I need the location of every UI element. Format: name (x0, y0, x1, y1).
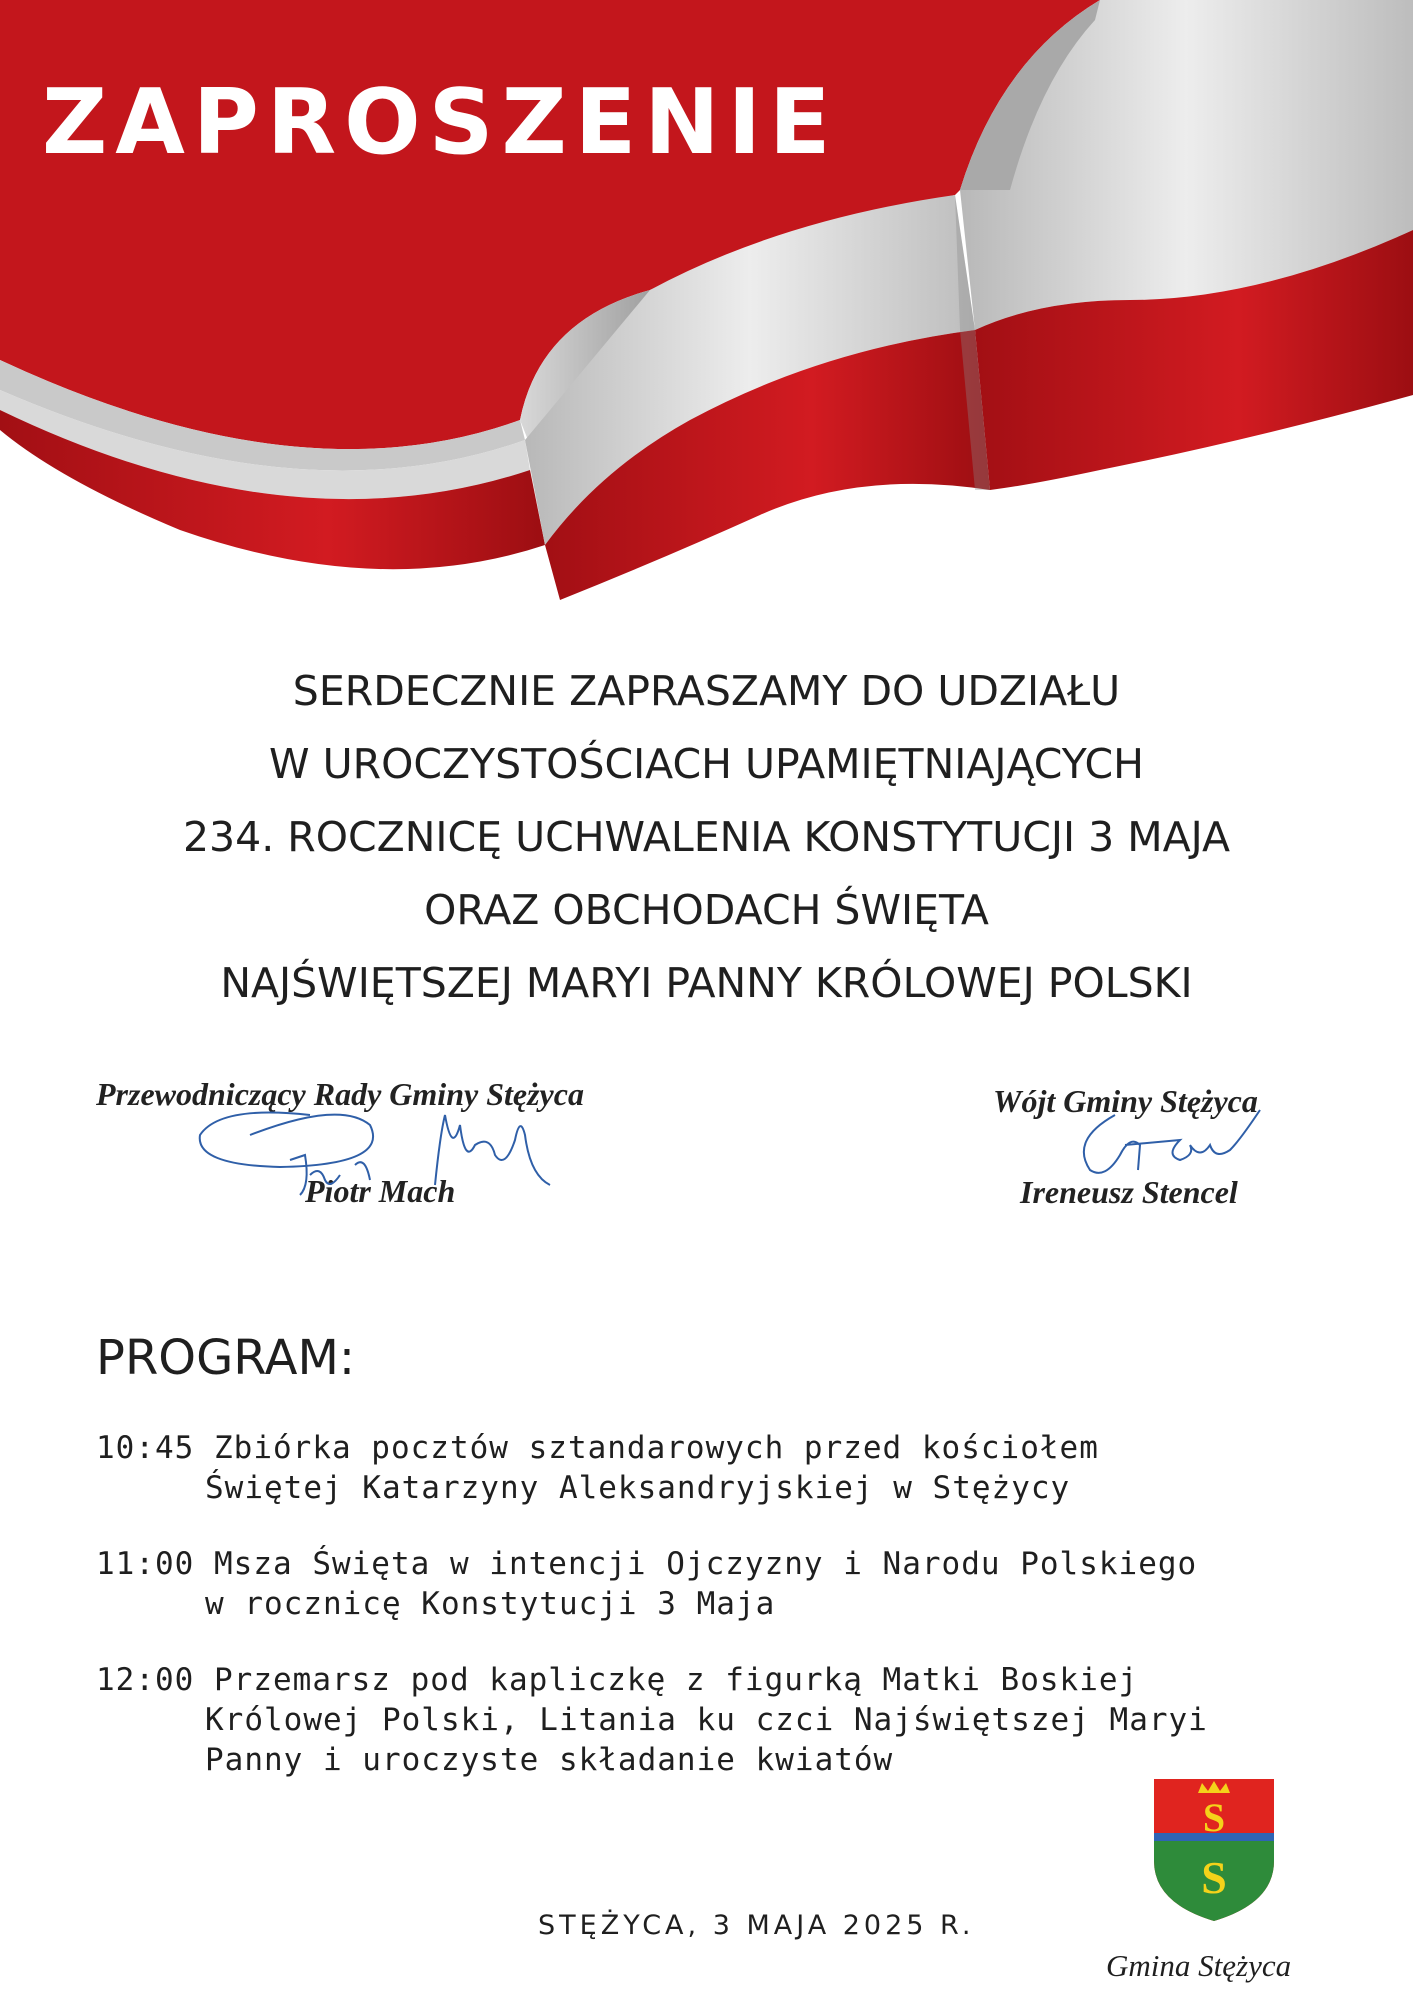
program-text: Przemarsz pod kapliczkę z figurką Matki Boskiej (214, 1662, 1139, 1698)
intro-line: ORAZ OBCHODACH ŚWIĘTA (424, 886, 989, 934)
program-text: Panny i uroczyste składanie kwiatów (205, 1742, 894, 1778)
place-date: STĘŻYCA, 3 MAJA 2025 R. (538, 1910, 975, 1941)
program-text: Msza Święta w intencji Ojczyzny i Narodu Polskiego (214, 1546, 1198, 1582)
program-heading: PROGRAM: (96, 1330, 356, 1386)
svg-text:S: S (1201, 1852, 1227, 1903)
program-text: w rocznicę Konstytucji 3 Maja (205, 1586, 776, 1622)
program-item (96, 1428, 1208, 1508)
invitation-text (0, 655, 1413, 1020)
signature-right-title: Wójt Gminy Stężyca (993, 1083, 1258, 1119)
handwritten-signature-left (190, 1095, 560, 1205)
intro-line: W UROCZYSTOŚCIACH UPAMIĘTNIAJĄCYCH (269, 740, 1144, 788)
coat-of-arms-icon (1150, 1775, 1278, 1925)
intro-line: NAJŚWIĘTSZEJ MARYI PANNY KRÓLOWEJ POLSKI (220, 959, 1193, 1007)
program-item (96, 1544, 1208, 1624)
signature-right-name: Ireneusz Stencel (1020, 1174, 1238, 1210)
program-text: Zbiórka pocztów sztandarowych przed kościołem (214, 1430, 1099, 1466)
program-time: 10:45 (96, 1430, 195, 1466)
intro-line: 234. ROCZNICĘ UCHWALENIA KONSTYTUCJI 3 MAJA (182, 813, 1231, 861)
signature-left-title: Przewodniczący Rady Gminy Stężyca (96, 1076, 584, 1112)
page-title: ZAPROSZENIE (42, 70, 839, 175)
program-text: Królowej Polski, Litania ku czci Najświętszej Maryi (205, 1702, 1208, 1738)
svg-text:S: S (1202, 1795, 1226, 1840)
intro-line: SERDECZNIE ZAPRASZAMY DO UDZIAŁU (292, 667, 1121, 715)
program-time: 11:00 (96, 1546, 195, 1582)
signature-left-name: Piotr Mach (305, 1173, 456, 1209)
program-list (96, 1428, 1208, 1816)
program-text: Świętej Katarzyny Aleksandryjskiej w Stężycy (205, 1470, 1071, 1506)
program-time: 12:00 (96, 1662, 195, 1698)
handwritten-signature-right (1060, 1100, 1280, 1190)
crest-caption: Gmina Stężyca (1106, 1948, 1292, 1983)
program-item (96, 1660, 1208, 1780)
